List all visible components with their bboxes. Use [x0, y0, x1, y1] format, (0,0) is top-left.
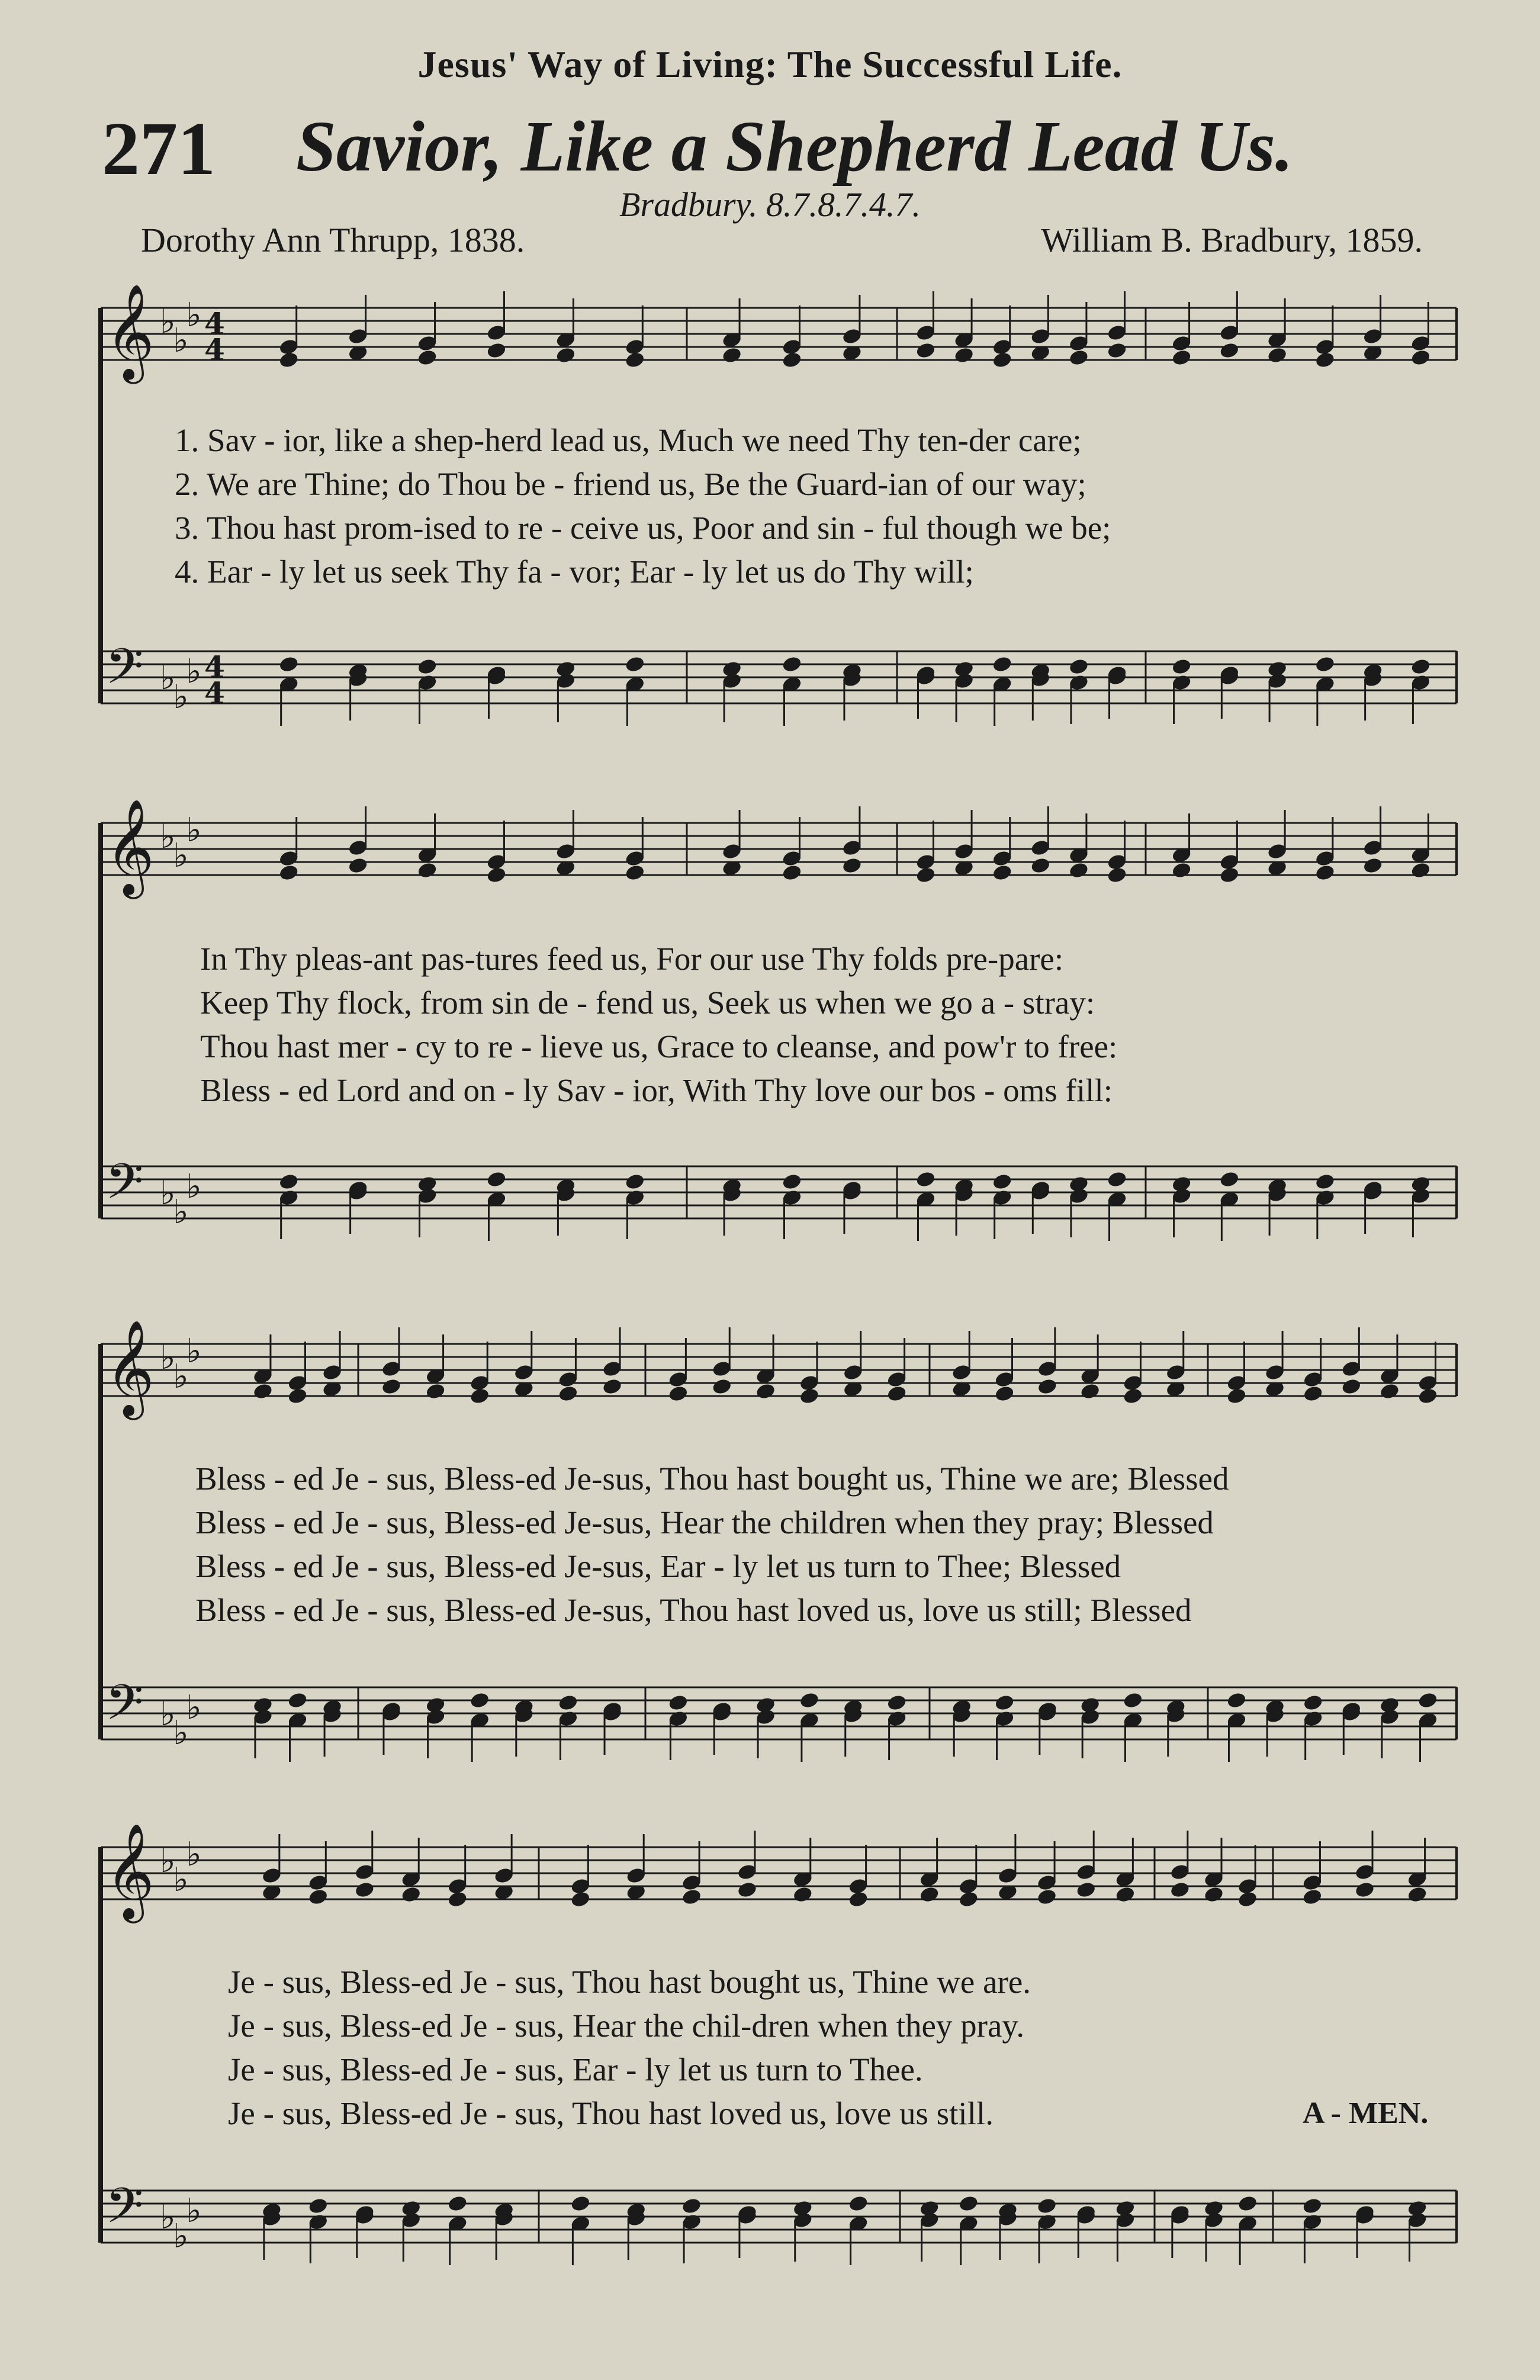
- note-head: [1237, 2195, 1258, 2213]
- note-head: [1362, 857, 1384, 875]
- words-credit: Dorothy Ann Thrupp, 1838.: [141, 221, 525, 259]
- note-head: [1410, 658, 1432, 676]
- treble-clef-icon: 𝄞: [105, 1823, 155, 1919]
- note-head: [1354, 1881, 1375, 1899]
- note-head: [624, 351, 645, 369]
- note-head: [1203, 1886, 1224, 1904]
- note-head: [1226, 1691, 1248, 1710]
- note-head: [1219, 342, 1240, 360]
- note-head: [919, 1886, 940, 1904]
- note-head: [1036, 2197, 1057, 2215]
- note-head: [278, 351, 300, 369]
- note-head: [1314, 1173, 1336, 1191]
- note-head: [278, 1173, 300, 1191]
- flat-sign-icon: ♭: [173, 321, 189, 360]
- note-head: [1030, 857, 1051, 875]
- note-head: [624, 864, 645, 882]
- note-head: [992, 1173, 1013, 1191]
- note-head: [1219, 866, 1240, 885]
- verse-line: Je - sus, Bless-ed Je - sus, Hear the chil-dren when they pray.: [228, 2008, 1025, 2044]
- verse-line: 2. We are Thine; do Thou be - friend us, Be the Guard-ian of our way;: [175, 466, 1086, 502]
- flat-sign-icon: ♭: [186, 652, 202, 691]
- note-head: [287, 1387, 308, 1406]
- note-head: [782, 864, 803, 882]
- note-head: [915, 342, 937, 360]
- note-head: [915, 1170, 937, 1189]
- verse-line: Bless - ed Je - sus, Bless-ed Je-sus, Thou hast loved us, love us still; Blessed: [195, 1592, 1192, 1628]
- flat-sign-icon: ♭: [160, 2198, 176, 2237]
- note-head: [469, 1691, 490, 1710]
- flat-sign-icon: ♭: [186, 1332, 202, 1371]
- note-head: [1226, 1387, 1248, 1406]
- note-head: [1303, 1385, 1324, 1403]
- note-head: [958, 1890, 979, 1909]
- note-head: [417, 349, 438, 367]
- note-head: [469, 1387, 490, 1406]
- note-head: [1107, 1170, 1128, 1189]
- note-head: [1407, 1886, 1428, 1904]
- note-head: [602, 1378, 623, 1396]
- flat-sign-icon: ♭: [160, 818, 176, 856]
- time-signature: 4: [204, 332, 225, 367]
- note-head: [1037, 1378, 1058, 1396]
- note-head: [1075, 1881, 1097, 1899]
- verse-line: Bless - ed Je - sus, Bless-ed Je-sus, Hear the children when they pray; Blessed: [195, 1504, 1214, 1540]
- note-head: [570, 1890, 591, 1909]
- note-head: [1314, 655, 1336, 674]
- verse-line: 4. Ear - ly let us seek Thy fa - vor; Ear - ly let us do Thy will;: [175, 554, 974, 590]
- flat-sign-icon: ♭: [173, 1358, 189, 1396]
- note-head: [792, 1886, 814, 1904]
- note-head: [417, 658, 438, 676]
- note-head: [958, 2195, 979, 2213]
- note-head: [681, 1888, 702, 1906]
- note-head: [400, 1886, 422, 1904]
- note-head: [681, 2197, 702, 2215]
- flat-sign-icon: ♭: [186, 2192, 202, 2230]
- note-head: [287, 1691, 308, 1710]
- time-signature: 4: [204, 649, 225, 684]
- note-head: [1237, 1890, 1258, 1909]
- verse-line: Je - sus, Bless-ed Je - sus, Thou hast loved us, love us still.: [228, 2095, 994, 2131]
- note-head: [1410, 349, 1432, 367]
- note-head: [1079, 1382, 1101, 1401]
- note-head: [711, 1378, 732, 1396]
- note-head: [1107, 866, 1128, 885]
- note-head: [1169, 1881, 1191, 1899]
- note-head: [555, 346, 577, 365]
- note-head: [1123, 1387, 1144, 1406]
- note-head: [668, 1694, 689, 1712]
- music-credit: William B. Bradbury, 1859.: [1041, 221, 1423, 259]
- note-head: [755, 1382, 776, 1401]
- note-head: [348, 857, 369, 875]
- note-head: [425, 1382, 446, 1401]
- flat-sign-icon: ♭: [173, 1861, 189, 1899]
- flat-sign-icon: ♭: [160, 1174, 176, 1212]
- note-head: [1340, 1378, 1362, 1396]
- note-head: [1302, 2197, 1323, 2215]
- flat-sign-icon: ♭: [173, 837, 189, 875]
- note-head: [486, 342, 507, 360]
- bass-clef-icon: 𝄢: [105, 1674, 144, 1743]
- note-head: [1417, 1387, 1439, 1406]
- note-head: [1219, 1170, 1240, 1189]
- treble-clef-icon: 𝄞: [105, 284, 155, 380]
- flat-sign-icon: ♭: [160, 659, 176, 697]
- note-head: [782, 351, 803, 369]
- note-head: [624, 655, 645, 674]
- note-head: [1171, 658, 1192, 676]
- note-head: [278, 655, 300, 674]
- flat-sign-icon: ♭: [173, 1193, 189, 1231]
- note-head: [782, 1173, 803, 1191]
- note-head: [848, 2195, 869, 2213]
- flat-sign-icon: ♭: [186, 1835, 202, 1874]
- verse-line: 1. Sav - ior, like a shep-herd lead us, Much we need Thy ten-der care;: [175, 422, 1082, 458]
- note-head: [1314, 864, 1336, 882]
- flat-sign-icon: ♭: [173, 678, 189, 716]
- note-head: [447, 2195, 468, 2213]
- hymn-title: Savior, Like a Shepherd Lead Us.: [296, 107, 1294, 186]
- verse-line: Keep Thy flock, from sin de - fend us, Seek us when we go a - stray:: [200, 985, 1095, 1021]
- flat-sign-icon: ♭: [173, 2217, 189, 2256]
- bass-clef-icon: 𝄢: [105, 1153, 144, 1222]
- note-head: [252, 1382, 274, 1401]
- verse-line: Je - sus, Bless-ed Je - sus, Thou hast bought us, Thine we are.: [228, 1964, 1031, 2000]
- note-head: [953, 346, 975, 365]
- note-head: [1068, 861, 1089, 880]
- treble-clef-icon: 𝄞: [105, 799, 155, 895]
- note-head: [486, 1170, 507, 1189]
- flat-sign-icon: ♭: [173, 1714, 189, 1752]
- note-head: [992, 351, 1013, 369]
- flat-sign-icon: ♭: [160, 1842, 176, 1880]
- note-head: [1115, 1886, 1136, 1904]
- note-head: [992, 864, 1013, 882]
- bass-clef-icon: 𝄢: [105, 2177, 144, 2246]
- note-head: [1123, 1691, 1144, 1710]
- note-head: [624, 1173, 645, 1191]
- note-head: [886, 1694, 908, 1712]
- note-head: [799, 1387, 820, 1406]
- verse-line: In Thy pleas-ant pas-tures feed us, For our use Thy folds pre-pare:: [200, 941, 1064, 977]
- note-head: [992, 655, 1013, 674]
- note-head: [1107, 342, 1128, 360]
- note-head: [1036, 1888, 1057, 1906]
- tune-name: Bradbury. 8.7.8.7.4.7.: [619, 185, 921, 224]
- bass-clef-icon: 𝄢: [105, 638, 144, 707]
- note-head: [721, 346, 742, 365]
- note-head: [447, 1890, 468, 1909]
- note-head: [994, 1694, 1015, 1712]
- verse-line: Bless - ed Lord and on - ly Sav - ior, With Thy love our bos - oms fill:: [200, 1072, 1113, 1108]
- flat-sign-icon: ♭: [160, 303, 176, 341]
- flat-sign-icon: ♭: [186, 296, 202, 335]
- note-head: [1171, 861, 1192, 880]
- note-head: [1417, 1691, 1439, 1710]
- note-head: [558, 1385, 579, 1403]
- note-head: [1302, 1888, 1323, 1906]
- flat-sign-icon: ♭: [160, 1339, 176, 1377]
- verse-line: Thou hast mer - cy to re - lieve us, Grace to cleanse, and pow'r to free:: [200, 1028, 1118, 1064]
- note-head: [1303, 1694, 1324, 1712]
- note-head: [994, 1385, 1015, 1403]
- flat-sign-icon: ♭: [186, 811, 202, 850]
- note-head: [668, 1385, 689, 1403]
- note-head: [486, 866, 507, 885]
- verse-line: 3. Thou hast prom-ised to re - ceive us, Poor and sin - ful though we be;: [175, 510, 1111, 546]
- section-title: Jesus' Way of Living: The Successful Life.: [417, 43, 1123, 85]
- note-head: [307, 1888, 329, 1906]
- note-head: [417, 861, 438, 880]
- note-head: [381, 1378, 402, 1396]
- note-head: [799, 1691, 820, 1710]
- hymn-number: 271: [102, 107, 216, 191]
- amen-text: A - MEN.: [1303, 2096, 1429, 2130]
- note-head: [570, 2195, 591, 2213]
- note-head: [1410, 861, 1432, 880]
- note-head: [307, 2197, 329, 2215]
- verse-line: Bless - ed Je - sus, Bless-ed Je-sus, Ear - ly let us turn to Thee; Blessed: [195, 1548, 1121, 1584]
- note-head: [558, 1694, 579, 1712]
- note-head: [1171, 349, 1192, 367]
- verse-line: Bless - ed Je - sus, Bless-ed Je-sus, Thou hast bought us, Thine we are; Blessed: [195, 1461, 1229, 1497]
- note-head: [1068, 658, 1089, 676]
- flat-sign-icon: ♭: [160, 1695, 176, 1733]
- note-head: [1068, 349, 1089, 367]
- treble-clef-icon: 𝄞: [105, 1320, 155, 1416]
- flat-sign-icon: ♭: [186, 1688, 202, 1727]
- note-head: [278, 864, 300, 882]
- note-head: [841, 857, 863, 875]
- note-head: [354, 1881, 375, 1899]
- note-head: [737, 1881, 758, 1899]
- time-signature: 4: [204, 306, 225, 341]
- note-head: [886, 1385, 908, 1403]
- note-head: [1314, 351, 1336, 369]
- note-head: [1266, 346, 1288, 365]
- verse-line: Je - sus, Bless-ed Je - sus, Ear - ly let us turn to Thee.: [228, 2051, 923, 2088]
- note-head: [915, 866, 937, 885]
- note-head: [782, 655, 803, 674]
- note-head: [848, 1890, 869, 1909]
- flat-sign-icon: ♭: [186, 1168, 202, 1206]
- time-signature: 4: [204, 676, 225, 710]
- note-head: [1379, 1382, 1400, 1401]
